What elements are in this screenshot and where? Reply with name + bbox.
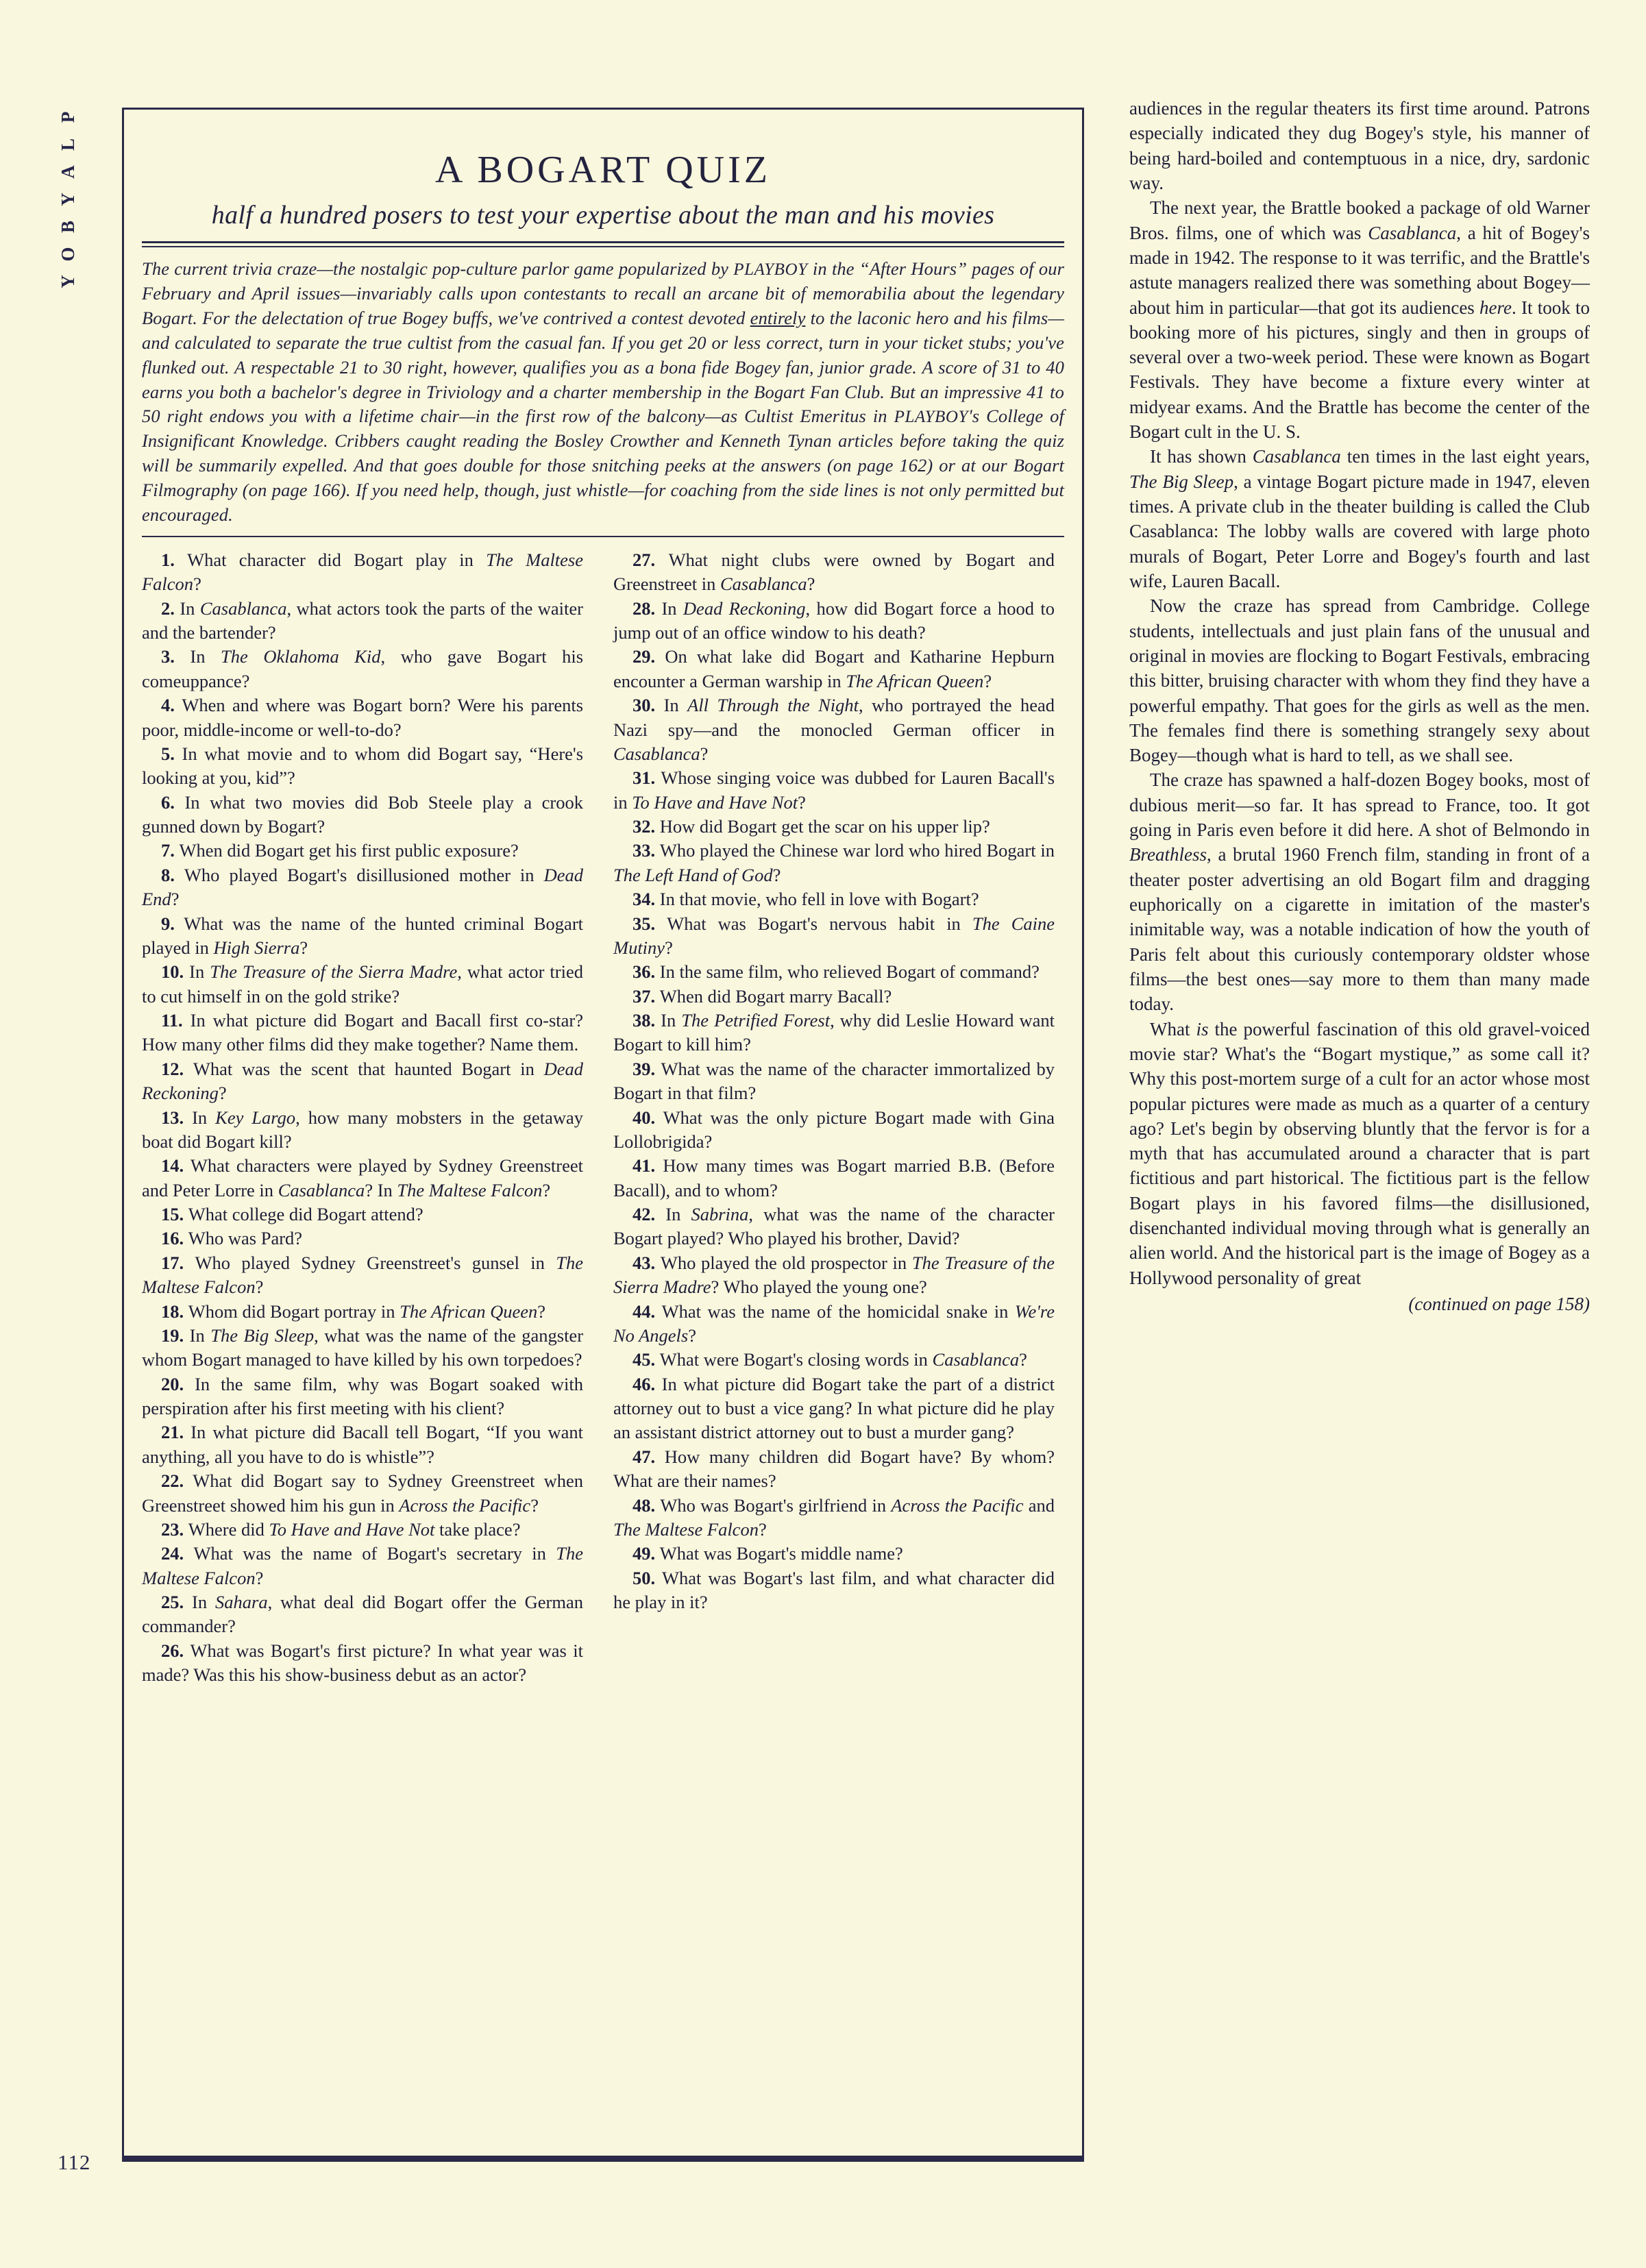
article-paragraph: The next year, the Brattle booked a package of old Warner Bros. films, one of which was Casablanca, a hit of Bogey's made in 1942. The response to it was terrific, and the Brattle's astute managers realized there was something about Bogey—about him in particular—that got its audiences here. It took to booking more of his pictures, singly and then in groups of several over a two-week period. These were known as Bogart Festivals. They have become a fixture every winter at midyear exams. And the Brattle has become the center of the Bogart cult in the U. S. xyxy=(1129,197,1590,443)
quiz-question: 22. What did Bogart say to Sydney Greenstreet when Greenstreet showed him his gun in Across the Pacific? xyxy=(142,1470,584,1516)
film-title: The African Queen xyxy=(846,670,984,691)
question-number: 24. xyxy=(161,1543,194,1564)
quiz-question: 16. Who was Pard? xyxy=(161,1228,303,1249)
quiz-question: 15. What college did Bogart attend? xyxy=(161,1204,423,1225)
question-number: 37. xyxy=(632,985,660,1007)
quiz-question: 9. What was the name of the hunted criminal Bogart played in High Sierra? xyxy=(142,913,584,958)
question-number: 30. xyxy=(632,695,664,716)
question-number: 34. xyxy=(632,889,660,910)
film-title: The Petrified Forest xyxy=(681,1010,831,1031)
page-number: 112 xyxy=(58,2150,91,2174)
film-title: The Big Sleep xyxy=(1129,471,1234,492)
quiz-question: 44. What was the name of the homicidal snake in We're No Angels? xyxy=(613,1301,1055,1346)
playboy-smallcaps: PLAYBOY xyxy=(733,260,808,279)
film-title: Casablanca xyxy=(720,574,807,595)
question-number: 23. xyxy=(161,1518,188,1540)
quiz-question: 36. In the same film, who relieved Bogart of command? xyxy=(632,961,1040,983)
quiz-question: 8. Who played Bogart's disillusioned mother in Dead End? xyxy=(142,864,583,910)
quiz-question: 21. In what picture did Bacall tell Bogart, “If you want anything, all you have to do is whistle”? xyxy=(142,1422,584,1467)
question-number: 38. xyxy=(632,1010,661,1031)
quiz-question: 13. In Key Largo, how many mobsters in the getaway boat did Bogart kill? xyxy=(142,1107,583,1152)
film-title: Dead Reckoning xyxy=(683,597,806,619)
emphasis-entirely: entirely xyxy=(750,307,806,328)
question-number: 18. xyxy=(161,1301,188,1322)
question-columns xyxy=(142,548,1064,1688)
quiz-question: 25. In Sahara, what deal did Bogart offer the German commander? xyxy=(142,1592,584,1637)
quiz-question: 7. When did Bogart get his first public exposure? xyxy=(161,840,519,861)
quiz-question: 43. Who played the old prospector in The Treasure of the Sierra Madre? Who played the young one? xyxy=(613,1252,1055,1298)
question-number: 17. xyxy=(161,1252,195,1273)
film-title: Casablanca xyxy=(1368,222,1457,243)
question-number: 29. xyxy=(632,646,665,667)
film-title: Across the Pacific xyxy=(399,1494,531,1516)
article-body-column xyxy=(1129,96,1590,1316)
quiz-question: 39. What was the name of the character immortalized by Bogart in that film? xyxy=(613,1058,1055,1104)
playboy-smallcaps: PLAYBOY xyxy=(894,408,968,427)
quiz-question: 26. What was Bogart's first picture? In what year was it made? Was this his show-business debut as an actor? xyxy=(142,1640,583,1686)
quiz-question: 32. How did Bogart get the scar on his upper lip? xyxy=(632,816,990,837)
quiz-question: 23. Where did To Have and Have Not take place? xyxy=(161,1518,521,1540)
question-number: 13. xyxy=(161,1107,193,1128)
article-paragraph: What is the powerful fascination of this old gravel-voiced movie star? What's the “Bogart mystique,” as some call it? Why this post-mortem surge of a cult for an actor whose most popular pictures were made as much as a quarter of a century ago? Let's begin by observing bluntly that the fervor is for a myth that has accumulated around a character that is part fictitious and part historical. The fictitious part is the fellow Bogart plays in his favored films—the disillusioned, disenchanted individual moving through what is generally an alien world. And the historical part is the image of Bogey as a Hollywood personality of great xyxy=(1129,1018,1590,1288)
film-title: The Big Sleep xyxy=(210,1324,315,1346)
quiz-question: 38. In The Petrified Forest, why did Leslie Howard want Bogart to kill him? xyxy=(613,1010,1055,1055)
question-number: 11. xyxy=(161,1010,191,1031)
film-title: is xyxy=(1196,1018,1209,1039)
quiz-question: 41. How many times was Bogart married B.B. (Before Bacall), and to whom? xyxy=(613,1155,1055,1200)
quiz-question: 42. In Sabrina, what was the name of the character Bogart played? Who played his brother, David? xyxy=(613,1204,1055,1249)
quiz-question: 4. When and where was Bogart born? Were his parents poor, middle-income or well-to-do? xyxy=(142,695,584,740)
masthead-letter: Y xyxy=(58,191,79,206)
masthead-letter: P xyxy=(58,110,79,123)
question-number: 35. xyxy=(632,913,667,934)
article-paragraph: Now the craze has spread from Cambridge. College students, intellectuals and just plain fans of the unusual and original in movies are flocking to Bogart Festivals, embracing this bitter, bruising character with whom they find they have a powerful empathy. That goes for the girls as well as the men. The females find there is something strangely sexy about Bogey—though what is hard to tell, as we shall see. xyxy=(1129,595,1590,766)
film-title: The Treasure of the Sierra Madre xyxy=(210,961,458,983)
masthead-letter: L xyxy=(58,136,79,151)
quiz-question: 11. In what picture did Bogart and Bacall first co-star? How many other films did they make together? Name them. xyxy=(142,1010,583,1055)
masthead-letter: Y xyxy=(58,273,79,288)
film-title: Breathless xyxy=(1129,844,1207,865)
film-title: Casablanca xyxy=(199,597,287,619)
quiz-question: 2. In Casablanca, what actors took the parts of the waiter and the bartender? xyxy=(142,597,583,643)
quiz-question: 35. What was Bogart's nervous habit in The Caine Mutiny? xyxy=(613,913,1055,958)
film-title: The Left Hand of God xyxy=(613,864,773,885)
question-number: 32. xyxy=(632,816,660,837)
quiz-question: 48. Who was Bogart's girlfriend in Across the Pacific and The Maltese Falcon? xyxy=(613,1494,1055,1540)
question-number: 49. xyxy=(632,1543,660,1564)
continued-note: (continued on page 158) xyxy=(1408,1294,1590,1314)
film-title: The Treasure of the Sierra Madre xyxy=(613,1252,1055,1298)
question-number: 19. xyxy=(161,1324,190,1346)
film-title: The Caine Mutiny xyxy=(613,913,1055,958)
question-number: 20. xyxy=(161,1373,195,1394)
quiz-question: 18. Whom did Bogart portray in The African Queen? xyxy=(161,1301,546,1322)
quiz-question: 40. What was the only picture Bogart made with Gina Lollobrigida? xyxy=(613,1107,1055,1152)
film-title: Key Largo xyxy=(215,1107,296,1128)
question-number: 10. xyxy=(161,961,190,983)
film-title: The Oklahoma Kid xyxy=(221,646,381,667)
film-title: The Maltese Falcon xyxy=(613,1518,759,1540)
quiz-question: 46. In what picture did Bogart take the part of a district attorney out to bust a vice gang? In what picture did he play an assistant district attorney out to bust a murder gang? xyxy=(613,1373,1055,1443)
question-number: 50. xyxy=(632,1567,662,1588)
question-number: 26. xyxy=(161,1640,191,1661)
film-title: Dead End xyxy=(142,864,583,910)
film-title: We're No Angels xyxy=(613,1301,1055,1346)
film-title: Casablanca xyxy=(1252,446,1341,467)
question-number: 25. xyxy=(161,1592,193,1613)
quiz-question: 37. When did Bogart marry Bacall? xyxy=(632,985,892,1007)
question-number: 4. xyxy=(161,695,182,716)
question-number: 28. xyxy=(632,597,662,619)
question-number: 42. xyxy=(632,1204,666,1225)
quiz-question: 19. In The Big Sleep, what was the name of the gangster whom Bogart managed to have killed by his own torpedoes? xyxy=(142,1324,584,1370)
question-number: 43. xyxy=(632,1252,661,1273)
quiz-question: 14. What characters were played by Sydney Greenstreet and Peter Lorre in Casablanca? In The Maltese Falcon? xyxy=(142,1155,583,1200)
quiz-question: 28. In Dead Reckoning, how did Bogart force a hood to jump out of an office window to his death? xyxy=(613,597,1055,643)
question-number: 46. xyxy=(632,1373,662,1394)
question-number: 9. xyxy=(161,913,184,934)
quiz-question: 1. What character did Bogart play in The Maltese Falcon? xyxy=(142,549,584,595)
question-number: 14. xyxy=(161,1155,191,1176)
masthead-letter: O xyxy=(58,245,79,262)
quiz-question: 24. What was the name of Bogart's secretary in The Maltese Falcon? xyxy=(142,1543,583,1588)
quiz-question: 6. In what two movies did Bob Steele play a crook gunned down by Bogart? xyxy=(142,791,583,837)
question-number: 21. xyxy=(161,1422,191,1443)
quiz-question: 50. What was Bogart's last film, and what character did he play in it? xyxy=(613,1567,1055,1613)
quiz-intro: The current trivia craze—the nostalgic pop-culture parlor game popularized by PLAYBOY in the “After Hours” pages of our February and April issues—invariably calls upon contestants to recall an arcane bit of memorabilia about the legendary Bogart. For the delectation of true Bogey buffs, we've contrived a contest devoted entirely to the laconic hero and his films—and calculated to separate the true cultist from the casual fan. If you get 20 or less correct, turn in your ticket stubs; you've flunked out. A respectable 21 to 30 right, however, qualifies you as a bona fide Bogey fan, junior grade. A score of 31 to 40 earns you both a bachelor's degree in Triviology and a charter membership in the Bogart Fan Club. But an impressive 41 to 50 right endows you with a lifetime chair—in the first row of the balcony—as Cultist Emeritus in PLAYBOY's College of Insignificant Knowledge. Cribbers caught reading the Bosley Crowther and Kenneth Tynan articles before taking the quiz will be summarily expelled. And that goes double for those snitching peeks at the answers (on page 162) or at our Bogart Filmography (on page 166). If you need help, though, just whistle—for coaching from the side lines is not only permitted but encouraged. xyxy=(142,258,1064,526)
question-number: 41. xyxy=(632,1155,663,1176)
question-number: 7. xyxy=(161,840,180,861)
film-title: Casablanca xyxy=(278,1179,365,1200)
rule-divider-lower xyxy=(142,536,1064,537)
quiz-question: 30. In All Through the Night, who portrayed the head Nazi spy—and the monocled German officer in Casablanca? xyxy=(613,695,1055,764)
question-number: 1. xyxy=(161,549,188,570)
film-title: here xyxy=(1479,297,1512,318)
article-paragraph: audiences in the regular theaters its first time around. Patrons especially indicated they dug Bogey's style, his manner of being hard-boiled and contemptuous in a nice, dry, sardonic way. xyxy=(1129,98,1590,193)
question-number: 3. xyxy=(161,646,191,667)
article-paragraph: It has shown Casablanca ten times in the last eight years, The Big Sleep, a vintage Bogart picture made in 1947, eleven times. A private club in the theater building is called the Club Casablanca: The lobby walls are covered with large photo murals of Bogart, Peter Lorre and Bogey's fourth and last wife, Lauren Bacall. xyxy=(1129,446,1590,591)
question-number: 44. xyxy=(632,1301,662,1322)
question-number: 27. xyxy=(632,549,669,570)
quiz-question: 10. In The Treasure of the Sierra Madre, what actor tried to cut himself in on the gold strike? xyxy=(142,961,583,1007)
smallcaps-run: B.B. xyxy=(958,1155,992,1176)
quiz-question: 20. In the same film, why was Bogart soaked with perspiration after his first meeting with his client? xyxy=(142,1373,584,1419)
masthead-letter: A xyxy=(58,164,79,179)
question-number: 12. xyxy=(161,1058,193,1079)
playboy-masthead-vertical xyxy=(53,103,84,295)
film-title: The Maltese Falcon xyxy=(142,1252,583,1298)
quiz-box xyxy=(122,108,1084,2162)
masthead-letter: B xyxy=(58,219,79,233)
question-number: 36. xyxy=(632,961,660,983)
rule-divider xyxy=(142,241,1064,247)
quiz-question: 31. Whose singing voice was dubbed for Lauren Bacall's in To Have and Have Not? xyxy=(613,767,1055,813)
question-number: 6. xyxy=(161,791,185,813)
film-title: The African Queen xyxy=(400,1301,538,1322)
film-title: The Maltese Falcon xyxy=(142,1543,583,1588)
question-number: 16. xyxy=(161,1228,188,1249)
question-column-right xyxy=(613,548,1055,1688)
film-title: Casablanca xyxy=(613,743,700,764)
question-number: 15. xyxy=(161,1204,188,1225)
film-title: The Maltese Falcon xyxy=(397,1179,543,1200)
film-title: Sabrina xyxy=(691,1204,749,1225)
question-number: 39. xyxy=(632,1058,661,1079)
quiz-question: 27. What night clubs were owned by Bogart and Greenstreet in Casablanca? xyxy=(613,549,1055,595)
question-number: 33. xyxy=(632,840,660,861)
film-title: Dead Reckoning xyxy=(142,1058,583,1104)
question-number: 40. xyxy=(632,1107,663,1128)
question-column-left xyxy=(142,548,583,1688)
quiz-question: 47. How many children did Bogart have? By whom? What are their names? xyxy=(613,1446,1055,1492)
question-number: 5. xyxy=(161,743,182,764)
question-number: 47. xyxy=(632,1446,665,1467)
film-title: The Maltese Falcon xyxy=(142,549,584,595)
quiz-question: 3. In The Oklahoma Kid, who gave Bogart his comeuppance? xyxy=(142,646,584,691)
quiz-question: 17. Who played Sydney Greenstreet's gunsel in The Maltese Falcon? xyxy=(142,1252,583,1298)
film-title: Across the Pacific xyxy=(891,1494,1024,1516)
film-title: To Have and Have Not xyxy=(269,1518,435,1540)
question-number: 2. xyxy=(161,597,180,619)
film-title: To Have and Have Not xyxy=(632,791,798,813)
film-title: Casablanca xyxy=(932,1349,1020,1370)
question-number: 45. xyxy=(632,1349,660,1370)
quiz-question: 12. What was the scent that haunted Bogart in Dead Reckoning? xyxy=(142,1058,583,1104)
question-number: 8. xyxy=(161,864,184,885)
quiz-title: A BOGART QUIZ xyxy=(435,149,771,191)
quiz-question: 49. What was Bogart's middle name? xyxy=(632,1543,903,1564)
quiz-subtitle: half a hundred posers to test your expertise about the man and his movies xyxy=(211,201,995,230)
question-number: 31. xyxy=(632,767,661,789)
question-number: 22. xyxy=(161,1470,193,1492)
quiz-question: 29. On what lake did Bogart and Katharine Hepburn encounter a German warship in The African Queen? xyxy=(613,646,1055,691)
film-title: High Sierra xyxy=(213,937,300,958)
question-number: 48. xyxy=(632,1494,661,1516)
quiz-question: 5. In what movie and to whom did Bogart say, “Here's looking at you, kid”? xyxy=(142,743,584,789)
quiz-question: 33. Who played the Chinese war lord who hired Bogart in The Left Hand of God? xyxy=(613,840,1055,885)
quiz-question: 45. What were Bogart's closing words in Casablanca? xyxy=(632,1349,1027,1370)
film-title: Sahara xyxy=(215,1592,268,1613)
quiz-question: 34. In that movie, who fell in love with Bogart? xyxy=(632,889,979,910)
film-title: All Through the Night xyxy=(687,695,859,716)
article-paragraph: The craze has spawned a half-dozen Bogey books, most of dubious merit—so far. It has spread to France, too. It got going in Paris even before it did here. A shot of Belmondo in Breathless, a brutal 1960 French film, standing in front of a theater poster advertising an old Bogart film and dragging euphorically on a cigarette in imitation of the master's inimitable way, was a notable indication of how the youth of Paris felt about this curiously contemporary oldster whose films—the best ones—say more to them than many made today. xyxy=(1129,769,1590,1015)
